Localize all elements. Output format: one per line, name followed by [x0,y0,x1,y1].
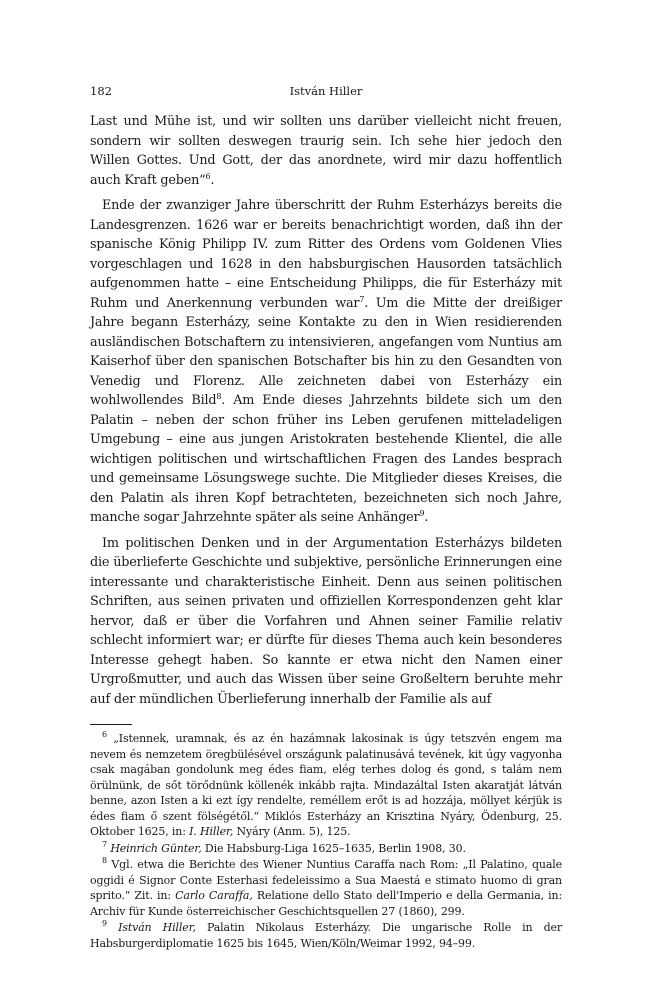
footnote-text: Die Habsburg-Liga 1625–1635, Berlin 1908, 30. [201,841,466,855]
paragraph-text: Im politischen Denken und in der Argumentation Esterházys bildeten die überlieferte Geschichte und subjektive, persönliche Erinnerungen eine interessante und charakteristische Einheit. Denn aus seinen politischen Schriften, aus seinen privaten und offiziellen Korrespondenzen geht klar hervor, daß er über die Vorfahren und Ahnen seiner Familie relativ schlecht informiert war; er dürfte für dieses Thema auch kein besonderes Interesse gehegt haben. So kannte er etwa nicht den Namen einer Urgroßmutter, und auch das Wissen über seine Großeltern beruhte mehr auf der mündlichen Überlieferung innerhalb der Familie als auf [90,535,562,707]
footnote [90,857,562,919]
footnote-ref: 6 [205,171,211,181]
footnote-number: 8 [102,856,107,865]
footnote-author: Heinrich Günter, [110,841,202,855]
footnote-text: Palatin Nikolaus Esterházy. Die ungarische Rolle in der Habsburgerdiplomatie 1625 bis 1645, Wien/Köln/Weimar 1992, 94–99. [90,921,562,950]
footnote-number: 7 [102,839,107,849]
footnote-separator [90,724,132,725]
footnote-author: Carlo Caraffa, [175,889,253,902]
page-number: 182 [90,84,112,98]
footnotes [90,731,562,951]
paragraph-end: . [210,172,215,188]
footnote [90,920,562,951]
footnote-text: Relatione dello Stato dell'Imperio e della Germania, in: Archiv für Kunde österreichischer Geschichtsquellen 27 (1860), 299. [90,889,563,918]
paragraph [90,112,562,190]
footnote-number: 6 [102,730,107,739]
running-header [90,82,562,100]
footnote-text: Vgl. etwa die Berichte des Wiener Nuntius Caraffa nach Rom: „Il Palatino, quale oggidi é Signor Conte Esterhasi fedeleissimo a Sua Maestá e stimato huomo di gran sprito.“ Zit. in: [90,858,562,902]
footnote-ref: 7 [359,294,365,304]
body-text [90,112,562,709]
running-title: István Hiller [289,84,363,98]
footnote-number: 9 [102,919,107,928]
footnote-author: I. Hiller, [189,825,234,838]
paragraph-text: . Um die Mitte der dreißiger Jahre begann Esterházy, seine Kontakte zu den in Wien residierenden ausländischen Botschaftern zu intensivieren, angefangen vom Nuntius am Kaiserhof über den spanischen Botschafter bis hin zu den Gesandten von Venedig und Florenz. Alle zeichneten dabei von Esterházy ein wohlwollendes Bild [90,295,562,408]
paragraph-text: Last und Mühe ist, und wir sollten uns darüber vielleicht nicht freuen, sondern wir sollten deswegen traurig sein. Ich sehe hier jedoch den Willen Gottes. Und Gott, der das anordnete, wird mir dazu hoffentlich auch Kraft geben“ [90,114,562,188]
footnote-text: Nyáry (Anm. 5), 125. [233,825,351,838]
paragraph-text: Ende der zwanziger Jahre überschritt der Ruhm Esterházys bereits die Landesgrenzen. 1626 war er bereits benachrichtigt worden, daß ihn der spanische König Philipp IV. zum Ritter des Ordens vom Goldenen Vlies vorgeschlagen und 1628 in den habsburgischen Hausorden tatsächlich aufgenommen hatte – eine Entscheidung Philipps, die für Esterházy mit Ruhm und Anerkennung verbunden war [90,198,562,311]
paragraph-end: . [424,510,429,525]
footnote [90,731,562,840]
footnote-ref: 8 [216,392,222,401]
footnote [90,841,562,857]
paragraph [90,534,562,710]
paragraph [90,196,562,528]
footnote-ref: 9 [419,509,425,518]
book-page [90,82,562,951]
footnote-text: „Istennek, uramnak, és az én hazámnak lakosinak is úgy tetszvén engem ma nevem és nemzetem öregbülésével országunk palatinusává tevének, kit úgy vagyonha csak magában gondolunk meg édes fiam, elég terhes dolog és gond, s talám nem örülnünk, de sőt törődnünk köllenék inkább rajta. Mindazáltal Isten akaratját látván benne, azon Isten a ki ezt így rendelte, reméllem erőt is ad hozzája, möllyet kérjük is édes fiam ő szent fölségétől.“ Miklós Esterházy an Krisztina Nyáry, Ödenburg, 25. Oktober 1625, in: [90,732,562,838]
footnote-author: István Hiller, [118,921,196,934]
paragraph-text: . Am Ende dieses Jahrzehnts bildete sich um den Palatin – neben der schon früher ins Leben gerufenen mitteladeligen Umgebung – eine aus jungen Aristokraten bestehende Klientel, die alle wichtigen politischen und wirtschaftlichen Fragen des Landes besprach und gemeinsame Lösungswege suchte. Die Mitglieder dieses Kreises, die den Palatin als ihren Kopf betrachteten, bezeichneten sich noch Jahre, manche sogar Jahrzehnte später als seine Anhänger [90,393,563,525]
